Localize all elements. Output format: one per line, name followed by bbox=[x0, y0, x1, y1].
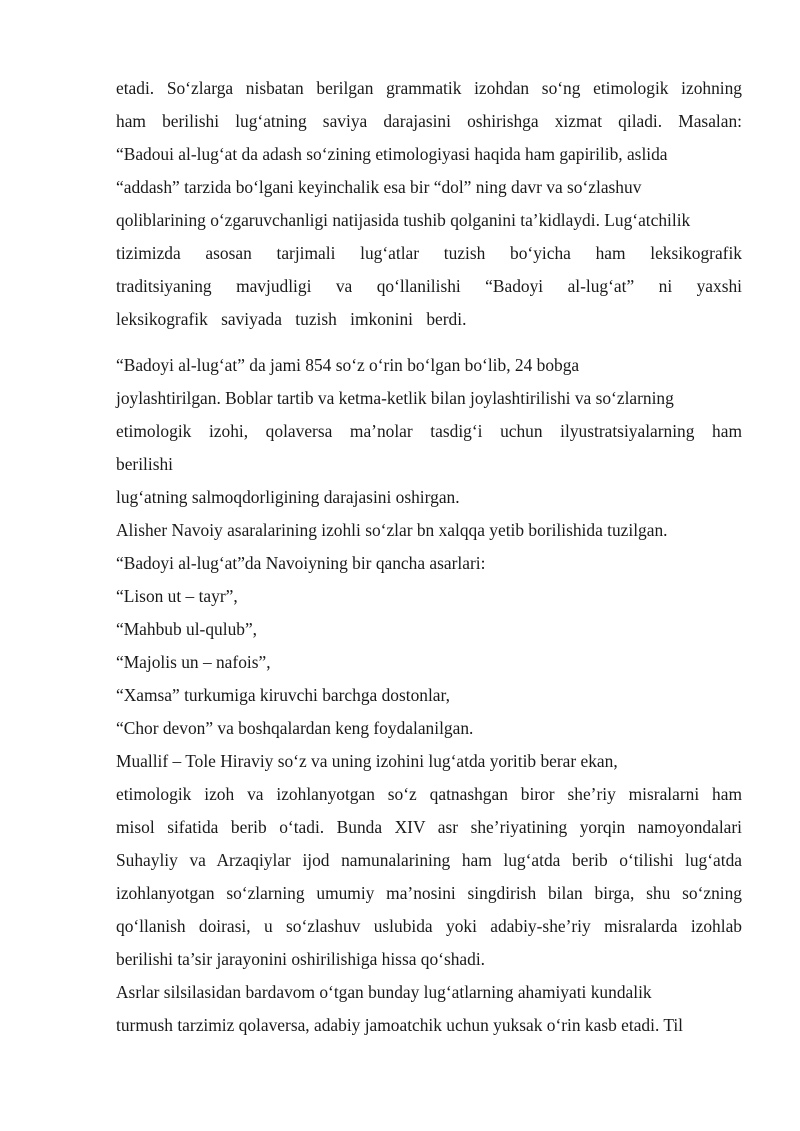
text-line-22: etimologik izoh va izohlanyotgan so‘z qatnashgan biror she’riy misralarni ham bbox=[116, 784, 742, 804]
text-line-17: “Mahbub ul-qulub”, bbox=[116, 619, 258, 639]
text-line-18: “Majolis un – nafois”, bbox=[116, 652, 271, 672]
text-line-20: “Chor devon” va boshqalardan keng foydalanilgan. bbox=[116, 718, 474, 738]
text-line-29: turmush tarzimiz qolaversa, adabiy jamoatchik uchun yuksak o‘rin kasb etadi. Til bbox=[116, 1015, 684, 1035]
text-line-24: Suhayliy va Arzaqiylar ijod namunalarining ham lug‘atda berib o‘tilishi lug‘atda bbox=[116, 850, 742, 870]
text-line-14: Alisher Navoiy asaralarining izohli so‘zlar bn xalqqa yetib borilishida tuzilgan. bbox=[116, 520, 668, 540]
text-line-4: “addash” tarzida bo‘lgani keyinchalik esa bir “dol” ning davr va so‘zlashuv bbox=[116, 177, 642, 197]
text-line-7: traditsiyaning mavjudligi va qo‘llanilishi “Badoyi al-lug‘at” ni yaxshi bbox=[116, 276, 742, 296]
text-line-25: izohlanyotgan so‘zlarning umumiy ma’nosini singdirish bilan birga, shu so‘zning bbox=[116, 883, 742, 903]
text-line-6: tizimizda asosan tarjimali lug‘atlar tuzish bo‘yicha ham leksikografik bbox=[116, 243, 742, 263]
text-line-1: etadi. So‘zlarga nisbatan berilgan grammatik izohdan so‘ng etimologik izohning bbox=[116, 78, 742, 98]
text-line-26: qo‘llanish doirasi, u so‘zlashuv uslubida yoki adabiy-she’riy misralarda izohlab bbox=[116, 916, 742, 936]
text-line-5: qoliblarining o‘zgaruvchanligi natijasida tushib qolganini ta’kidlaydi. Lug‘atchilik bbox=[116, 210, 691, 230]
text-line-28: Asrlar silsilasidan bardavom o‘tgan bunday lug‘atlarning ahamiyati kundalik bbox=[116, 982, 652, 1002]
text-line-10: joylashtirilgan. Boblar tartib va ketma-ketlik bilan joylashtirilishi va so‘zlarning bbox=[116, 388, 674, 408]
text-line-21: Muallif – Tole Hiraviy so‘z va uning izohini lug‘atda yoritib berar ekan, bbox=[116, 751, 618, 771]
text-line-27: berilishi ta’sir jarayonini oshirilishiga hissa qo‘shadi. bbox=[116, 949, 486, 969]
text-line-19: “Xamsa” turkumiga kiruvchi barchga dostonlar, bbox=[116, 685, 450, 705]
text-line-23: misol sifatida berib o‘tadi. Bunda XIV asr she’riyatining yorqin namoyondalari bbox=[116, 817, 742, 837]
text-line-13: lug‘atning salmoqdorligining darajasini oshirgan. bbox=[116, 487, 460, 507]
text-line-3: “Badoui al-lug‘at da adash so‘zining etimologiyasi haqida ham gapirilib, aslida bbox=[116, 144, 668, 164]
text-line-15: “Badoyi al-lug‘at”da Navoiyning bir qancha asarlari: bbox=[116, 553, 486, 573]
text-line-8: leksikografik saviyada tuzish imkonini berdi. bbox=[116, 309, 467, 329]
text-line-16: “Lison ut – tayr”, bbox=[116, 586, 238, 606]
text-line-2: ham berilishi lug‘atning saviya darajasini oshirishga xizmat qiladi. Masalan: bbox=[116, 111, 742, 131]
text-line-9: “Badoyi al-lug‘at” da jami 854 so‘z o‘rin bo‘lgan bo‘lib, 24 bobga bbox=[116, 355, 580, 375]
text-line-12: berilishi bbox=[116, 454, 173, 474]
text-line-11: etimologik izohi, qolaversa ma’nolar tasdig‘i uchun ilyustratsiyalarning ham bbox=[116, 421, 742, 441]
